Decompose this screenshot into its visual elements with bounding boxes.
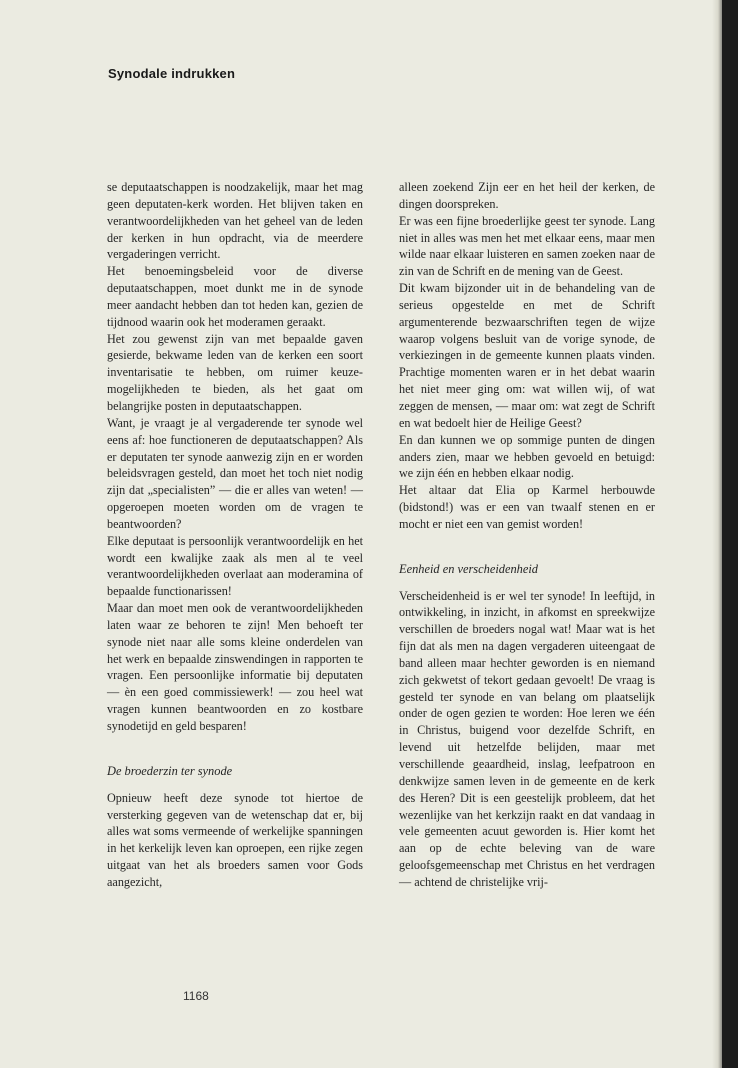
paragraph: Want, je vraagt je al vergaderende ter synode wel eens af: hoe functioneren de deputaatschappen? Als er deputaten ter synode aanwezig zijn en er worden beleidsvragen gesteld, dan moet het toch niet nodig zijn dat „specialisten” — die er alles van weten! — opgeroepen moeten worden om de vragen te beantwoorden?: [107, 415, 363, 531]
paragraph: Het altaar dat Elia op Karmel herbouwde (bidstond!) was er een van twaalf stenen en er mocht er niet een van gemist worden!: [399, 483, 655, 531]
right-column: [399, 179, 655, 891]
left-column: [107, 179, 363, 891]
section-heading: De broederzin ter synode: [107, 763, 233, 778]
paragraph: En dan kunnen we op sommige punten de dingen anders zien, maar we hebben gevoeld en betuigd: we zijn één en hebben elkaar nodig.: [399, 432, 655, 481]
section-heading: Eenheid en verscheidenheid: [399, 561, 538, 576]
paragraph: Dit kwam bijzonder uit in de behandeling van de serieus opgestelde en met de Schrift argumenterende bezwaarschriften tegen de wijze waarop volgens besluit van de vorige synode, de verkiezingen in de gemeente kunnen plaats vinden. Prachtige momenten waren er in het debat waarin het niet meer ging om: wat willen wij, of wat zeggen de mensen, — maar om: wat zegt de Schrift en wat bedoelt hier de Heilige Geest?: [399, 281, 655, 430]
paragraph: Er was een fijne broederlijke geest ter synode. Lang niet in alles was men het met elkaar eens, maar men wilde naar elkaar luisteren en samen zoeken naar de zin van de Schrift en de mening van de Geest.: [399, 213, 655, 279]
page-edge: [712, 0, 722, 1068]
paragraph: Maar dan moet men ook de verantwoordelijkheden laten waar ze behoren te zijn! Men behoeft ter synode niet naar alle soms kleine onderdelen van het werk en bepaalde zinswendingen in rapporten te vragen. Een persoonlijke informatie bij deputaten — èn een goed commissiewerk! — zou heel wat vragen kunnen beantwoorden en zo kostbare synodetijd en geld besparen!: [107, 601, 363, 733]
paragraph: Het zou gewenst zijn van met bepaalde gaven gesierde, bekwame leden van de kerken een soort inventarisatie te hebben, om ruimer keuze-mogelijkheden te bieden, als het gaat om belangrijke posten in deputaatschappen.: [107, 331, 363, 413]
paragraph: Het benoemingsbeleid voor de diverse deputaatschappen, moet dunkt me in de synode meer aandacht hebben dan tot heden kan, gezien de tijdnood waarin ook het moderamen geraakt.: [107, 264, 363, 329]
page-number: 1168: [183, 989, 209, 1003]
paragraph: se deputaatschappen is noodzakelijk, maar het mag geen deputaten-kerk worden. Het blijven taken en verantwoordelijkheden van het geheel van de leden der kerken in hun opdracht, via de meerdere vergaderingen verricht.: [107, 180, 363, 262]
paragraph: Opnieuw heeft deze synode tot hiertoe de versterking gegeven van de wetenschap dat er, bij alles wat soms vermeende of werkelijke spanningen in het kerkelijk leven kan oproepen, een rijke zegen uitgaat van het als broeders samen voor Gods aangezicht,: [107, 790, 363, 889]
paragraph: alleen zoekend Zijn eer en het heil der kerken, de dingen doorspreken.: [399, 180, 655, 211]
paragraph: Verscheidenheid is er wel ter synode! In leeftijd, in ontwikkeling, in inzicht, in afkomst en spreekwijze verschillen de broeders nogal wat! Maar wat is het fijn dat als men na dagen vergaderen uiteengaat de band alleen maar hechter geworden is en niemand zich gekwetst of tekort gedaan gevoelt! De vraag is gesteld ter synode en van belang om plaatselijk onder de ogen gezien te worden: Hoe leren we één in Christus, buigend voor dezelfde Schrift, en levend uit hetzelfde belijden, maar met verschillende geaardheid, inslag, leefpatroon en denkwijze samen leven in de gemeente en de kerk des Heren? Dit is een geestelijk probleem, dat het wezenlijke van het kerkzijn raakt en dat vandaag in vele gemeenten acuut geworden is. Hier komt het aan op de echte beleving van de ware geloofsgemeenschap met Christus en het verdragen — achtend de christelijke vrij-: [399, 588, 655, 889]
running-header: Synodale indrukken: [108, 66, 236, 81]
paragraph: Elke deputaat is persoonlijk verantwoordelijk en het wordt een kwalijke zaak als men al te veel verantwoordelijkheden overlaat aan moderamina of bepaalde functionarissen!: [107, 533, 363, 599]
